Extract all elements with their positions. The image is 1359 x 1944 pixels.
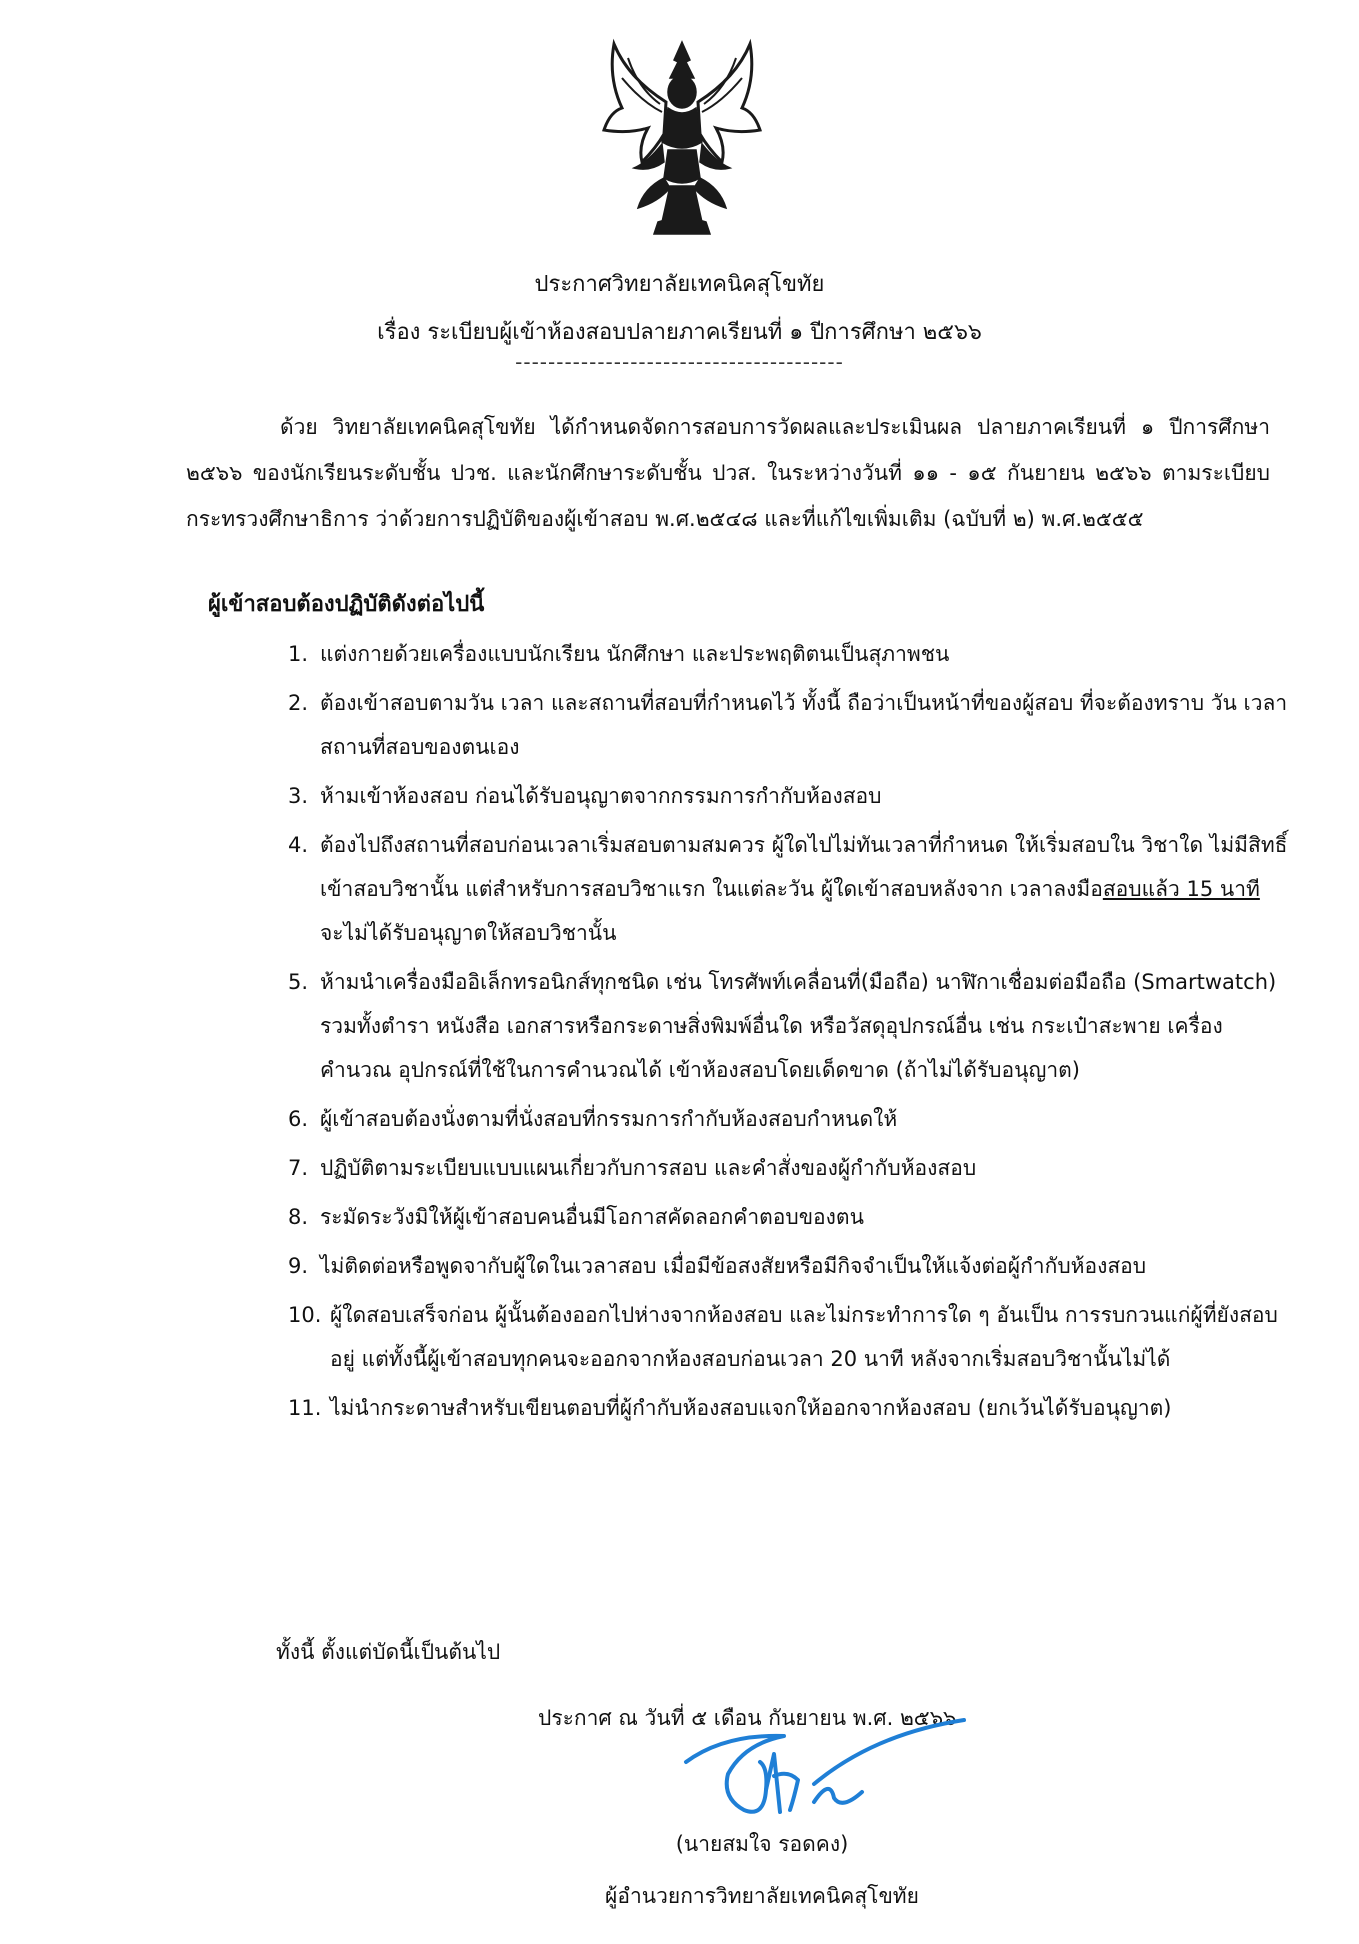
rules-list (288, 632, 1288, 1435)
rule-number: 5. (288, 970, 309, 994)
rule-text: ต้องไปถึงสถานที่สอบก่อนเวลาเริ่มสอบตามสมควร ผู้ใดไปไม่ทันเวลาที่กำหนด ให้เริ่มสอบใน วิชาใด ไม่มีสิทธิ์เข้าสอบวิชานั้น แต่สำหรับการสอบวิชาแรก ในแต่ละวัน ผู้ใดเข้าสอบหลังจาก เวลาลงมือ (320, 833, 1288, 901)
list-item (288, 1244, 1288, 1288)
intro-text: ด้วย วิทยาลัยเทคนิคสุโขทัย ได้กำหนดจัดการสอบการวัดผลและประเมินผล ปลายภาคเรียนที่ ๑ ปีการศึกษา ๒๕๖๖ ของนักเรียนระดับชั้น ปวช. และนักศึกษาระดับชั้น ปวส. ในระหว่างวันที่ ๑๑ - ๑๕ กันยายน ๒๕๖๖ ตามระเบียบกระทรวงศึกษาธิการ ว่าด้วยการปฏิบัติของผู้เข้าสอบ พ.ศ.๒๕๔๘ และที่แก้ไขเพิ่มเติม (ฉบับที่ ๒) พ.ศ.๒๕๕๕ (186, 415, 1270, 531)
rule-text: แต่งกายด้วยเครื่องแบบนักเรียน นักศึกษา และประพฤติตนเป็นสุภาพชน (320, 642, 950, 666)
rule-number: 8. (288, 1205, 309, 1229)
rule-number: 7. (288, 1156, 309, 1180)
list-item (288, 1386, 1288, 1430)
list-item (288, 774, 1288, 818)
rule-number: 10. (288, 1303, 322, 1327)
rules-heading: ผู้เข้าสอบต้องปฏิบัติดังต่อไปนี้ (208, 592, 485, 617)
signature-icon (664, 1714, 984, 1844)
intro-paragraph (186, 404, 1270, 542)
announcement-title: ประกาศวิทยาลัยเทคนิคสุโขทัย (534, 272, 825, 297)
rule-text: ไม่นำกระดาษสำหรับเขียนตอบที่ผู้กำกับห้องสอบแจกให้ออกจากห้องสอบ (ยกเว้นได้รับอนุญาต) (330, 1396, 1172, 1420)
rule-text: ผู้เข้าสอบต้องนั่งตามที่นั่งสอบที่กรรมการกำกับห้องสอบกำหนดให้ (320, 1107, 898, 1131)
list-item (288, 823, 1288, 955)
closing-text: ทั้งนี้ ตั้งแต่บัดนี้เป็นต้นไป (276, 1640, 501, 1664)
signatory-name: (นายสมใจ รอดคง) (675, 1832, 849, 1856)
rule-text: ต้องเข้าสอบตามวัน เวลา และสถานที่สอบที่กำหนดไว้ ทั้งนี้ ถือว่าเป็นหน้าที่ของผู้สอบ ที่จะต้องทราบ วัน เวลา สถานที่สอบของตนเอง (320, 691, 1288, 759)
rule-number: 1. (288, 642, 309, 666)
list-item (288, 1097, 1288, 1141)
list-item (288, 1195, 1288, 1239)
rule-text: ห้ามเข้าห้องสอบ ก่อนได้รับอนุญาตจากกรรมการกำกับห้องสอบ (320, 784, 882, 808)
rule-text: ระมัดระวังมิให้ผู้เข้าสอบคนอื่นมีโอกาสคัดลอกคำตอบของตน (320, 1205, 864, 1229)
list-item (288, 632, 1288, 676)
date-line: ประกาศ ณ วันที่ ๕ เดือน กันยายน พ.ศ. ๒๕๖๖ (538, 1706, 957, 1730)
list-item (288, 1293, 1288, 1381)
rule-number: 3. (288, 784, 309, 808)
list-item (288, 960, 1288, 1092)
rule-number: 2. (288, 691, 309, 715)
signatory-position: ผู้อำนวยการวิทยาลัยเทคนิคสุโขทัย (605, 1884, 919, 1908)
rule-text: ปฏิบัติตามระเบียบแบบแผนเกี่ยวกับการสอบ และคำสั่งของผู้กำกับห้องสอบ (320, 1156, 977, 1180)
list-item (288, 681, 1288, 769)
rule-text: ห้ามนำเครื่องมืออิเล็กทรอนิกส์ทุกชนิด เช่น โทรศัพท์เคลื่อนที่(มือถือ) นาฬิกาเชื่อมต่อมือถือ (Smartwatch) รวมทั้งตำรา หนังสือ เอกสารหรือกระดาษสิ่งพิมพ์อื่นใด หรือวัสดุอุปกรณ์อื่น เช่น กระเป๋าสะพาย เครื่องคำนวณ อุปกรณ์ที่ใช้ในการคำนวณได้ เข้าห้องสอบโดยเด็ดขาด (ถ้าไม่ได้รับอนุญาต) (320, 970, 1277, 1082)
title-separator: ---------------------------------------- (515, 350, 844, 374)
rule-text: จะไม่ได้รับอนุญาตให้สอบวิชานั้น (320, 921, 617, 945)
rule-text: ไม่ติดต่อหรือพูดจากับผู้ใดในเวลาสอบ เมื่อมีข้อสงสัยหรือมีกิจจำเป็นให้แจ้งต่อผู้กำกับห้องสอบ (320, 1254, 1147, 1278)
rule-number: 11. (288, 1396, 322, 1420)
garuda-emblem-icon (598, 38, 766, 238)
rule-number: 6. (288, 1107, 309, 1131)
rule-number: 9. (288, 1254, 309, 1278)
rule-number: 4. (288, 833, 309, 857)
announcement-subject: เรื่อง ระเบียบผู้เข้าห้องสอบปลายภาคเรียนที่ ๑ ปีการศึกษา ๒๕๖๖ (377, 320, 982, 345)
list-item (288, 1146, 1288, 1190)
rule-text: ผู้ใดสอบเสร็จก่อน ผู้นั้นต้องออกไปห่างจากห้องสอบ และไม่กระทำการใด ๆ อันเป็น การรบกวนแก่ผู้ที่ยังสอบอยู่ แต่ทั้งนี้ผู้เข้าสอบทุกคนจะออกจากห้องสอบก่อนเวลา 20 นาที หลังจากเริ่มสอบวิชานั้นไม่ได้ (330, 1303, 1278, 1371)
rule-text-underlined: สอบแล้ว 15 นาที (1102, 877, 1260, 901)
